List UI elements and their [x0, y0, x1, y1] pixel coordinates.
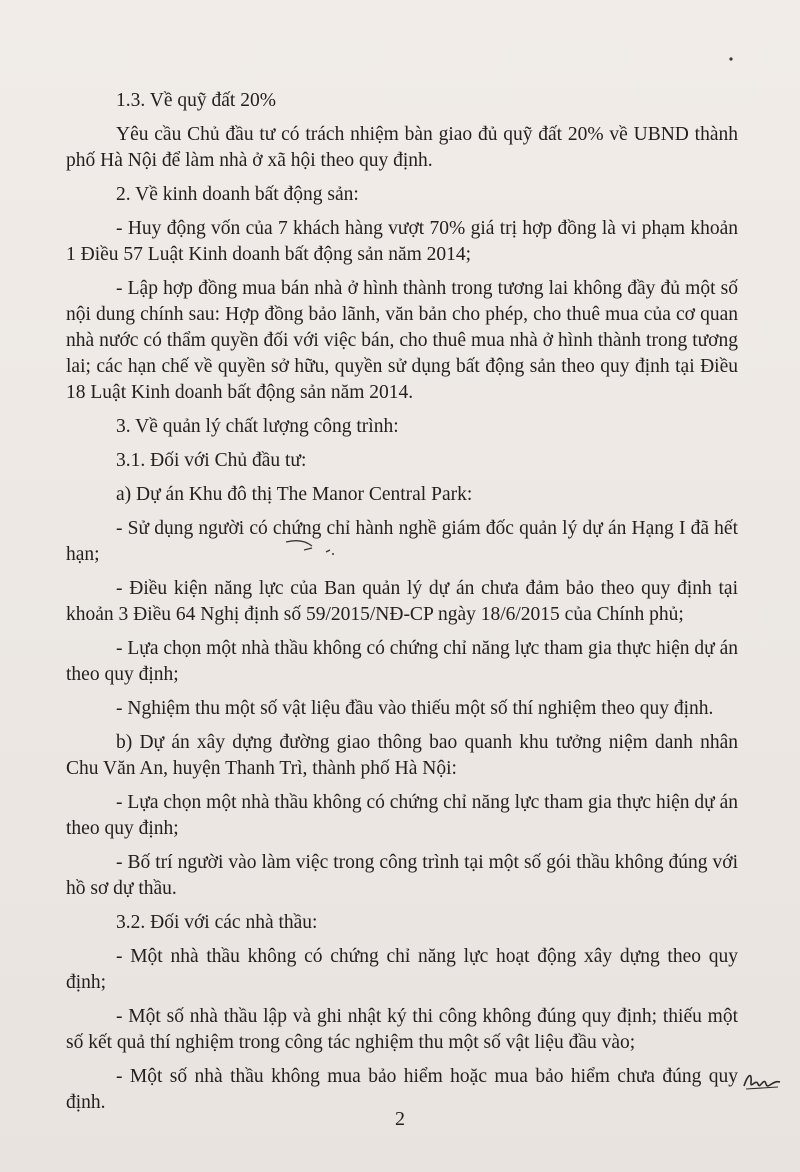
list-item: - Điều kiện năng lực của Ban quản lý dự án chưa đảm bảo theo quy định tại khoản 3 Điều 64 Nghị định số 59/2015/NĐ-CP ngày 18/6/2015 của Chính phủ;: [66, 578, 738, 625]
list-item: - Nghiệm thu một số vật liệu đầu vào thiếu một số thí nghiệm theo quy định.: [116, 698, 714, 719]
pen-mark-icon: [282, 536, 342, 560]
list-item: - Huy động vốn của 7 khách hàng vượt 70% giá trị hợp đồng là vi phạm khoản 1 Điều 57 Luật Kinh doanh bất động sản năm 2014;: [66, 218, 738, 265]
section-heading: 3. Về quản lý chất lượng công trình:: [116, 416, 399, 437]
list-item: - Lựa chọn một nhà thầu không có chứng chỉ năng lực tham gia thực hiện dự án theo quy định;: [66, 638, 738, 685]
list-item: - Sử dụng người có chứng chỉ hành nghề giám đốc quản lý dự án Hạng I đã hết hạn;: [66, 518, 738, 565]
list-item: - Lập hợp đồng mua bán nhà ở hình thành trong tương lai không đầy đủ một số nội dung chính sau: Hợp đồng bảo lãnh, văn bản cho phép, cho thuê mua của cơ quan nhà nước có thẩm quyền đối với việc bán, cho thuê mua nhà ở hình thành trong tương lai; các hạn chế về quyền sở hữu, quyền sử dụng bất động sản theo quy định tại Điều 18 Luật Kinh doanh bất động sản năm 2014.: [66, 278, 738, 403]
list-item: - Một nhà thầu không có chứng chỉ năng lực hoạt động xây dựng theo quy định;: [66, 946, 738, 993]
paragraph: Yêu cầu Chủ đầu tư có trách nhiệm bàn giao đủ quỹ đất 20% về UBND thành phố Hà Nội để làm nhà ở xã hội theo quy định.: [66, 124, 738, 171]
subsection-heading: 3.1. Đối với Chủ đầu tư:: [116, 450, 307, 471]
handwritten-initials-icon: [742, 1066, 782, 1094]
subsection-heading: b) Dự án xây dựng đường giao thông bao quanh khu tưởng niệm danh nhân Chu Văn An, huyện Thanh Trì, thành phố Hà Nội:: [66, 732, 738, 779]
list-item: - Một số nhà thầu lập và ghi nhật ký thi công không đúng quy định; thiếu một số kết quả thí nghiệm trong công tác nghiệm thu một số vật liệu đầu vào;: [66, 1006, 738, 1053]
subsection-heading: a) Dự án Khu đô thị The Manor Central Park:: [116, 484, 473, 505]
subsection-heading: 3.2. Đối với các nhà thầu:: [116, 912, 318, 933]
list-item: - Bố trí người vào làm việc trong công trình tại một số gói thầu không đúng với hồ sơ dự thầu.: [66, 852, 738, 899]
page-number: 2: [395, 1108, 405, 1130]
section-heading: 1.3. Về quỹ đất 20%: [116, 90, 276, 111]
list-item: - Một số nhà thầu không mua bảo hiểm hoặc mua bảo hiểm chưa đúng quy định.: [66, 1066, 738, 1113]
document-body: [66, 88, 738, 1124]
list-item: - Lựa chọn một nhà thầu không có chứng chỉ năng lực tham gia thực hiện dự án theo quy định;: [66, 792, 738, 839]
dot-mark-icon: [726, 54, 736, 64]
section-heading: 2. Về kinh doanh bất động sản:: [116, 184, 359, 205]
